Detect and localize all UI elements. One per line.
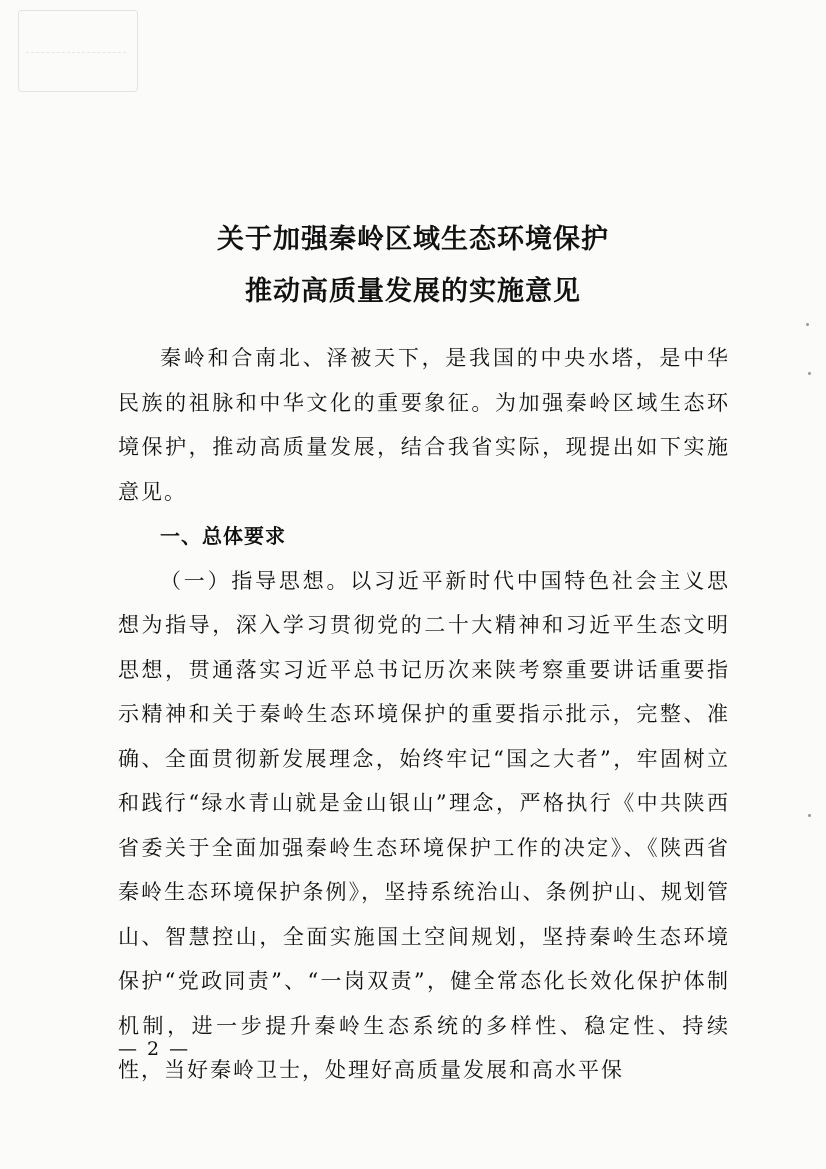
page-number: — 2 — — [118, 1038, 191, 1060]
scan-speck — [808, 372, 811, 375]
document-body — [118, 336, 730, 1093]
title-line-1: 关于加强秦岭区域生态环境保护 — [217, 224, 609, 255]
scan-speck — [808, 814, 811, 817]
intro-paragraph: 秦岭和合南北、泽被天下，是我国的中央水塔，是中华民族的祖脉和中华文化的重要象征。为加强秦岭区域生态环境保护，推动高质量发展，结合我省实际，现提出如下实施意见。 — [118, 346, 730, 504]
scan-speck — [806, 323, 809, 326]
faint-stamp-box — [18, 10, 138, 92]
section-heading: 一、总体要求 — [160, 524, 286, 548]
document-title — [0, 214, 826, 318]
subsection-paragraph: （一）指导思想。以习近平新时代中国特色社会主义思想为指导，深入学习贯彻党的二十大精神和习近平生态文明思想，贯通落实习近平总书记历次来陕考察重要讲话重要指示精神和关于秦岭生态环境保护的重要指示批示，完整、准确、全面贯彻新发展理念，始终牢记“国之大者”，牢固树立和践行“绿水青山就是金山银山”理念，严格执行《中共陕西省委关于全面加强秦岭生态环境保护工作的决定》、《陕西省秦岭生态环境保护条例》，坚持系统治山、条例护山、规划管山、智慧控山，全面实施国土空间规划，坚持秦岭生态环境保护“党政同责”、“一岗双责”，健全常态化长效化保护体制机制，进一步提升秦岭生态系统的多样性、稳定性、持续性，当好秦岭卫士，处理好高质量发展和高水平保 — [118, 568, 730, 1082]
faint-stamp-line — [26, 52, 126, 53]
title-line-2: 推动高质量发展的实施意见 — [245, 276, 581, 307]
